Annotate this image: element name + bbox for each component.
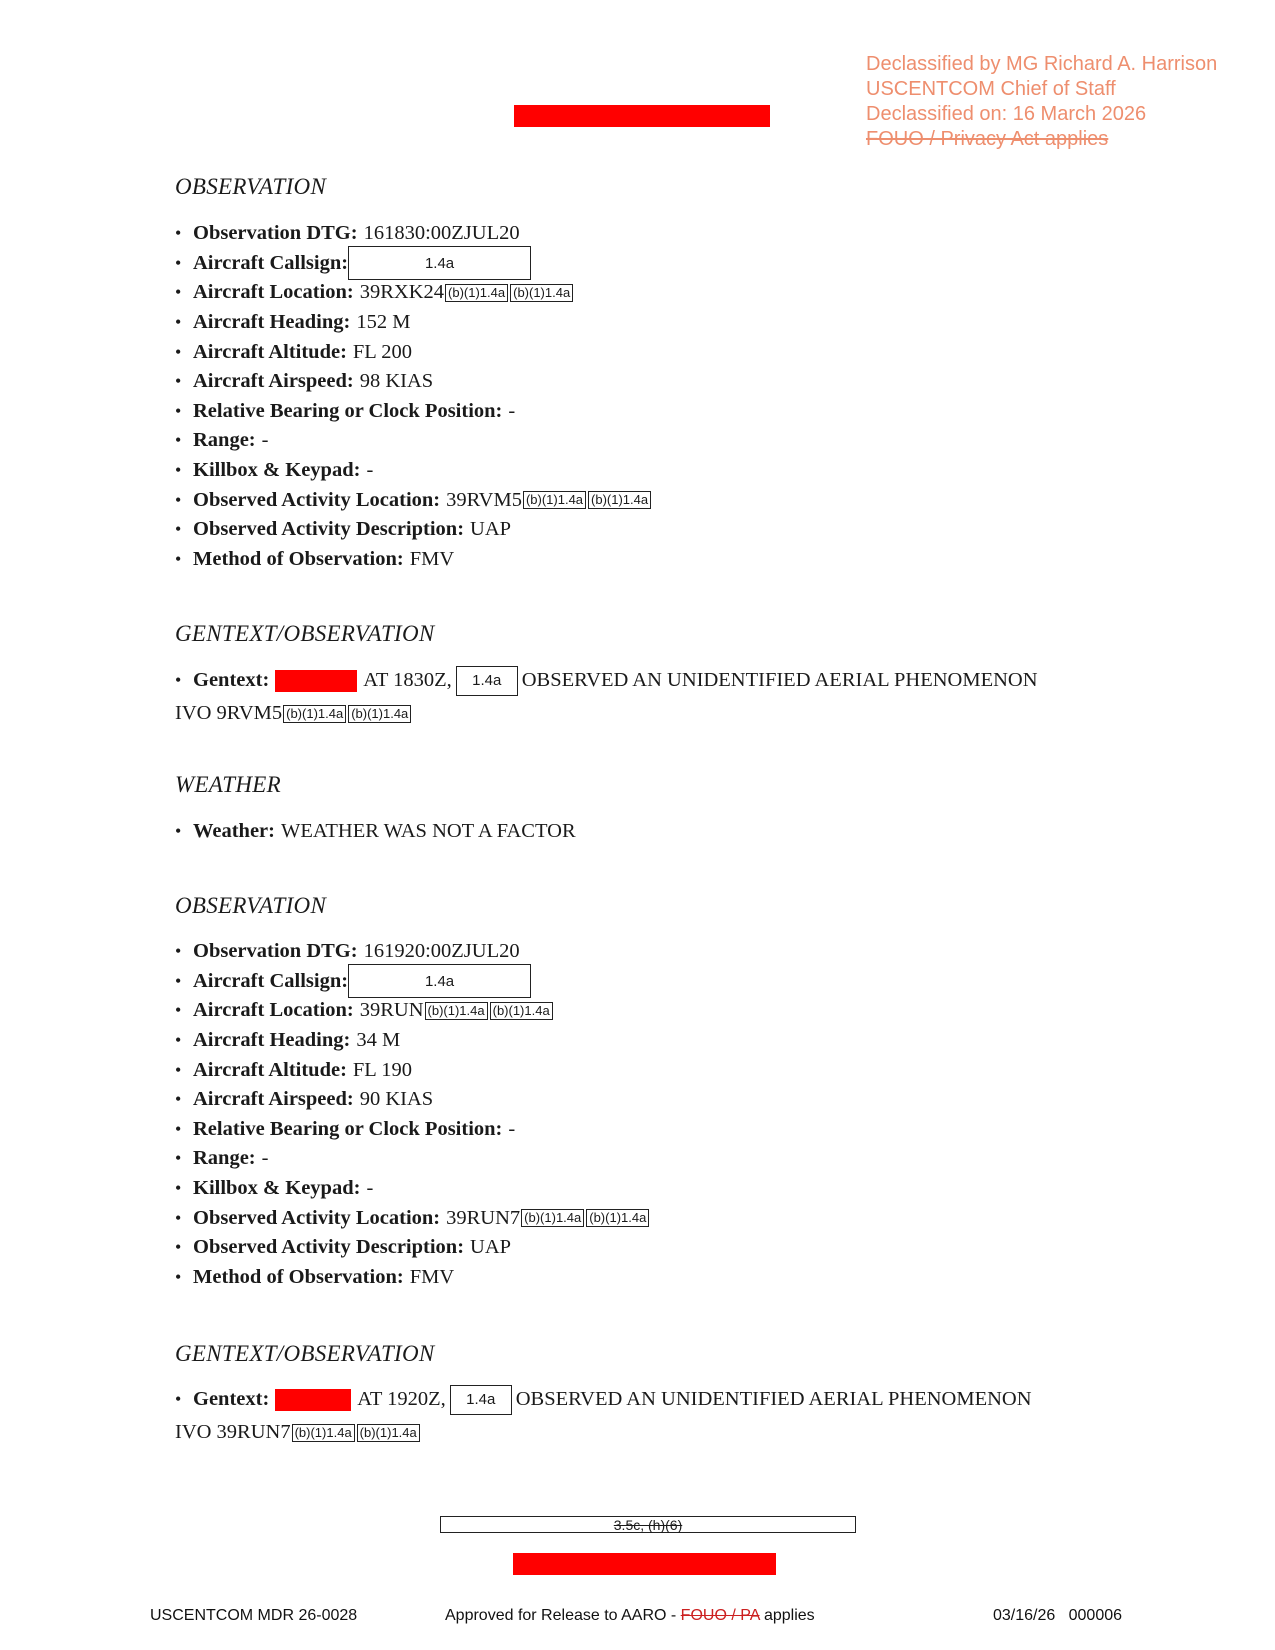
field-label: Range: xyxy=(193,429,256,452)
exemption-code-box: (b)(1)1.4a xyxy=(490,1002,553,1020)
list-item xyxy=(175,219,652,249)
bullet-icon: • xyxy=(175,519,182,540)
field-label: Aircraft Location: xyxy=(193,281,354,304)
field-label: Aircraft Callsign: xyxy=(193,251,349,274)
gentext2-block xyxy=(175,1383,1032,1449)
list-item xyxy=(175,1144,650,1174)
redaction-box: 1.4a xyxy=(348,246,531,280)
field-label: Aircraft Altitude: xyxy=(193,1058,347,1081)
stamp-line-2: USCENTCOM Chief of Staff xyxy=(866,78,1116,100)
gentext1-heading: GENTEXT/OBSERVATION xyxy=(175,621,435,646)
field-value: 39RUN7 xyxy=(446,1206,521,1229)
gentext-line-2 xyxy=(175,1416,1032,1449)
bullet-icon: • xyxy=(175,1030,182,1051)
gentext-label: Gentext: xyxy=(193,1388,270,1410)
bullet-icon: • xyxy=(175,371,182,392)
field-value: FMV xyxy=(409,1265,455,1288)
list-item xyxy=(175,397,652,427)
field-label: Killbox & Keypad: xyxy=(193,1177,361,1200)
field-value: 39RVM5 xyxy=(446,488,522,511)
exemption-code-box: (b)(1)1.4a xyxy=(348,705,411,723)
weather-value: WEATHER WAS NOT A FACTOR xyxy=(280,820,576,843)
declassification-stamp xyxy=(866,52,1217,152)
exemption-code-box: (b)(1)1.4a xyxy=(292,1424,355,1442)
field-value: FL 200 xyxy=(352,340,412,363)
exemption-code-box: (b)(1)1.4a xyxy=(510,284,573,302)
field-label: Observed Activity Description: xyxy=(193,1236,465,1259)
bullet-icon: • xyxy=(175,941,182,962)
list-item xyxy=(175,308,652,338)
field-label: Killbox & Keypad: xyxy=(193,459,361,482)
gentext-time: AT 1920Z, xyxy=(357,1388,446,1410)
footer-right: 03/16/26 000006 xyxy=(993,1607,1123,1624)
stamp-line-1: Declassified by MG Richard A. Harrison xyxy=(866,53,1218,75)
bullet-icon: • xyxy=(175,821,182,842)
field-label: Aircraft Airspeed: xyxy=(193,1088,354,1111)
exemption-code-box: (b)(1)1.4a xyxy=(445,284,508,302)
exemption-code-box: (b)(1)1.4a xyxy=(588,491,651,509)
weather-heading: WEATHER xyxy=(175,772,282,797)
gentext1-block xyxy=(175,664,1038,730)
field-label: Observed Activity Description: xyxy=(193,518,465,541)
exemption-code-box: (b)(1)1.4a xyxy=(523,491,586,509)
field-value: 39RXK24 xyxy=(359,281,445,304)
exemption-codes xyxy=(520,1209,650,1227)
bullet-icon: • xyxy=(175,1118,182,1139)
exemption-codes xyxy=(522,491,652,509)
field-label: Aircraft Heading: xyxy=(193,1029,351,1052)
field-value: 161830:00ZJUL20 xyxy=(363,222,520,245)
inline-redaction-bar xyxy=(275,1389,351,1411)
field-value: - xyxy=(261,429,269,452)
bullet-icon: • xyxy=(175,1089,182,1110)
field-value: 90 KIAS xyxy=(359,1088,434,1111)
bullet-icon: • xyxy=(175,312,182,333)
list-item xyxy=(175,485,652,515)
list-item xyxy=(175,1203,650,1233)
inline-redaction-bar xyxy=(275,670,357,692)
field-label: Observation DTG: xyxy=(193,222,358,245)
bullet-icon: • xyxy=(175,670,182,690)
field-value: 98 KIAS xyxy=(359,370,434,393)
list-item xyxy=(175,249,652,279)
stamp-line-4: FOUO / Privacy Act applies xyxy=(866,128,1109,150)
field-label: Aircraft Altitude: xyxy=(193,340,347,363)
exemption-codes xyxy=(282,705,412,723)
field-label: Method of Observation: xyxy=(193,547,404,570)
list-item xyxy=(175,967,650,997)
exemption-code-box: (b)(1)1.4a xyxy=(586,1209,649,1227)
field-value: - xyxy=(508,1117,516,1140)
exemption-box xyxy=(440,1516,856,1533)
bullet-icon: • xyxy=(175,430,182,451)
top-redaction-bar xyxy=(514,105,770,127)
bullet-icon: • xyxy=(175,1237,182,1258)
field-value: FMV xyxy=(409,547,455,570)
list-item xyxy=(175,337,652,367)
list-item xyxy=(175,1085,650,1115)
exemption-codes xyxy=(444,284,574,302)
bullet-icon: • xyxy=(175,252,182,273)
field-label: Relative Bearing or Clock Position: xyxy=(193,399,503,422)
bullet-icon: • xyxy=(175,1148,182,1169)
bullet-icon: • xyxy=(175,223,182,244)
footer-center xyxy=(445,1607,815,1625)
list-item xyxy=(175,278,652,308)
gentext-location: IVO 39RUN7 xyxy=(175,1421,291,1443)
section1-field-list xyxy=(175,219,652,574)
exemption-codes xyxy=(291,1424,421,1442)
bullet-icon: • xyxy=(175,341,182,362)
footer-center-suffix: applies xyxy=(759,1607,815,1624)
redaction-box: 1.4a xyxy=(348,964,531,998)
list-item xyxy=(175,367,652,397)
gentext-line-1 xyxy=(175,1383,1032,1416)
bullet-icon: • xyxy=(175,1389,182,1409)
field-value: 39RUN xyxy=(359,999,424,1022)
field-label: Observed Activity Location: xyxy=(193,488,441,511)
field-label: Relative Bearing or Clock Position: xyxy=(193,1117,503,1140)
field-label: Range: xyxy=(193,1147,256,1170)
exemption-code-box: (b)(1)1.4a xyxy=(357,1424,420,1442)
gentext2-heading: GENTEXT/OBSERVATION xyxy=(175,1341,435,1366)
bullet-icon: • xyxy=(175,970,182,991)
field-label: Aircraft Heading: xyxy=(193,311,351,334)
footer-left: USCENTCOM MDR 26-0028 xyxy=(150,1607,358,1624)
list-item xyxy=(175,817,576,847)
gentext-text: OBSERVED AN UNIDENTIFIED AERIAL PHENOMENON xyxy=(521,669,1038,691)
exemption-code-box: (b)(1)1.4a xyxy=(521,1209,584,1227)
redaction-box: 1.4a xyxy=(456,666,518,696)
field-label: Aircraft Callsign: xyxy=(193,969,349,992)
gentext-line-2 xyxy=(175,697,1038,730)
weather-label: Weather: xyxy=(193,820,275,843)
list-item xyxy=(175,1026,650,1056)
bullet-icon: • xyxy=(175,1207,182,1228)
redaction-box: 1.4a xyxy=(450,1385,512,1415)
section1-heading: OBSERVATION xyxy=(175,174,327,199)
field-value: UAP xyxy=(470,1236,512,1259)
list-item xyxy=(175,996,650,1026)
bullet-icon: • xyxy=(175,489,182,510)
exemption-code-box: (b)(1)1.4a xyxy=(425,1002,488,1020)
bullet-icon: • xyxy=(175,400,182,421)
bullet-icon: • xyxy=(175,1178,182,1199)
field-label: Method of Observation: xyxy=(193,1265,404,1288)
section2-field-list xyxy=(175,937,650,1292)
list-item xyxy=(175,1115,650,1145)
list-item xyxy=(175,426,652,456)
list-item xyxy=(175,1263,650,1293)
field-value: - xyxy=(261,1147,269,1170)
list-item xyxy=(175,1233,650,1263)
bullet-icon: • xyxy=(175,282,182,303)
list-item xyxy=(175,1055,650,1085)
weather-field-list xyxy=(175,817,576,847)
field-label: Observed Activity Location: xyxy=(193,1206,441,1229)
field-value: 34 M xyxy=(356,1029,401,1052)
list-item xyxy=(175,545,652,575)
exemption-box-label: 3.5c, (h)(6) xyxy=(613,1517,683,1533)
exemption-code-box: (b)(1)1.4a xyxy=(283,705,346,723)
list-item xyxy=(175,1174,650,1204)
bullet-icon: • xyxy=(175,460,182,481)
field-value: UAP xyxy=(470,518,512,541)
list-item xyxy=(175,515,652,545)
gentext-line-1 xyxy=(175,664,1038,697)
gentext-text: OBSERVED AN UNIDENTIFIED AERIAL PHENOMENON xyxy=(515,1388,1032,1410)
field-label: Aircraft Airspeed: xyxy=(193,370,354,393)
field-value: - xyxy=(366,1177,374,1200)
field-label: Observation DTG: xyxy=(193,940,358,963)
section2-heading: OBSERVATION xyxy=(175,893,327,918)
gentext-location: IVO 9RVM5 xyxy=(175,702,283,724)
gentext-time: AT 1830Z, xyxy=(363,669,452,691)
list-item xyxy=(175,456,652,486)
field-value: - xyxy=(508,399,516,422)
exemption-codes xyxy=(424,1002,554,1020)
list-item xyxy=(175,937,650,967)
gentext-label: Gentext: xyxy=(193,669,270,691)
field-value: FL 190 xyxy=(352,1058,412,1081)
footer-center-prefix: Approved for Release to AARO - xyxy=(445,1607,681,1624)
bullet-icon: • xyxy=(175,1000,182,1021)
field-value: - xyxy=(366,459,374,482)
bullet-icon: • xyxy=(175,1059,182,1080)
bullet-icon: • xyxy=(175,548,182,569)
field-label: Aircraft Location: xyxy=(193,999,354,1022)
bottom-redaction-bar xyxy=(513,1553,776,1575)
bullet-icon: • xyxy=(175,1266,182,1287)
field-value: 161920:00ZJUL20 xyxy=(363,940,520,963)
stamp-line-3: Declassified on: 16 March 2026 xyxy=(866,103,1147,125)
footer-center-struck: FOUO / PA xyxy=(680,1607,760,1624)
field-value: 152 M xyxy=(356,311,411,334)
